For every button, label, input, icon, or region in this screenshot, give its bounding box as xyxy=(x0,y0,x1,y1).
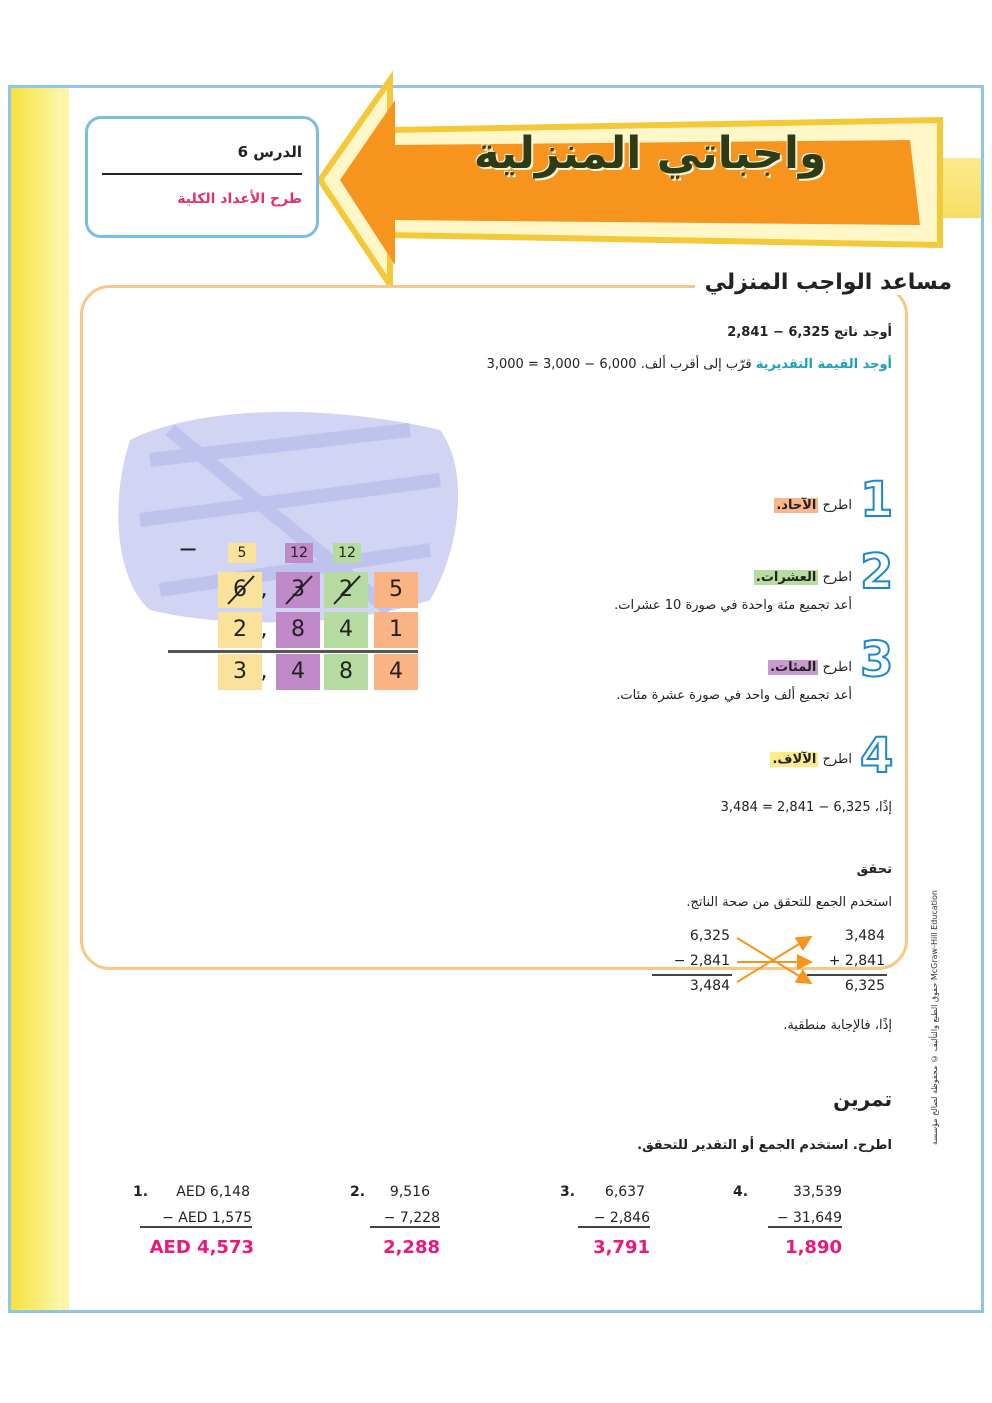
exercise-2-answer: 2,288 xyxy=(383,1237,440,1258)
title-arrow-icon xyxy=(300,70,950,300)
grid-comma-bottom: , xyxy=(260,617,268,642)
check-right-add: + 2,841 xyxy=(828,953,885,969)
result-expr: 6,325 − 2,841 = 3,484 xyxy=(720,800,871,815)
grid-result-hundreds: 4 xyxy=(276,654,320,690)
step-3-verb: اطرح xyxy=(822,660,852,675)
exercise-2-label: 2. xyxy=(350,1184,366,1200)
check-left-line xyxy=(652,974,732,976)
exercise-3-sub: − 2,846 xyxy=(578,1210,650,1228)
grid-result-thousands: 3 xyxy=(218,654,262,690)
check-left-res: 3,484 xyxy=(689,978,730,994)
step-4-verb: اطرح xyxy=(822,752,852,767)
exercise-4-top: 33,539 xyxy=(793,1184,842,1200)
exercise-2-top: 9,516 xyxy=(389,1184,430,1200)
find-diff-prefix: أوجد ناتج xyxy=(834,325,892,340)
step-4-text xyxy=(770,752,852,767)
step-2-verb: اطرح xyxy=(822,570,852,585)
find-difference xyxy=(727,325,892,340)
practice-title: تمرين xyxy=(833,1087,892,1111)
check-text: استخدم الجمع للتحقق من صحة الناتج. xyxy=(686,895,892,910)
step-1-verb: اطرح xyxy=(822,498,852,513)
check-conclusion: إذًا، فالإجابة منطقية. xyxy=(783,1018,892,1033)
left-yellow-strip-light xyxy=(61,88,69,1310)
carry-thousands: 5 xyxy=(228,543,256,563)
result-prefix: إذًا، xyxy=(874,800,892,815)
step-2-number: 2 xyxy=(860,544,894,600)
grid-bottom-ones: 1 xyxy=(374,612,418,648)
page-title: واجباتي المنزلية xyxy=(473,128,827,179)
exercise-4-label: 4. xyxy=(733,1184,749,1200)
strike-marks-icon xyxy=(218,572,418,608)
result-line xyxy=(721,800,892,815)
step-3-number: 3 xyxy=(860,632,894,688)
estimate-label: أوجد القيمة التقديرية xyxy=(755,357,892,372)
step-1-text xyxy=(774,498,852,513)
check-right-top: 3,484 xyxy=(844,928,885,944)
grid-bottom-thousands: 2 xyxy=(218,612,262,648)
grid-top-tens: 2 xyxy=(324,572,368,608)
grid-top-thousands: 6 xyxy=(218,572,262,608)
lesson-number: الدرس 6 xyxy=(237,143,302,161)
exercise-3-top: 6,637 xyxy=(604,1184,645,1200)
carry-hundreds: 12 xyxy=(285,543,313,563)
step-2-note: أعد تجميع مئة واحدة في صورة 10 عشرات. xyxy=(614,598,852,613)
left-yellow-strip xyxy=(11,88,61,1310)
step-2-term: العشرات. xyxy=(755,570,817,585)
check-right-res: 6,325 xyxy=(844,978,885,994)
grid-bottom-hundreds: 8 xyxy=(276,612,320,648)
grid-result-ones: 4 xyxy=(374,654,418,690)
exercise-1-sub: − AED 1,575 xyxy=(140,1210,252,1228)
practice-instruction: اطرح. استخدم الجمع أو التقدير للتحقق. xyxy=(637,1138,892,1153)
grid-top-hundreds: 3 xyxy=(276,572,320,608)
lesson-box xyxy=(85,116,319,238)
step-4-term: الآلاف. xyxy=(772,752,817,767)
lesson-divider xyxy=(102,173,302,175)
lesson-topic: طرح الأعداد الكلية xyxy=(177,191,302,207)
carry-tens: 12 xyxy=(333,543,361,563)
step-3-note: أعد تجميع ألف واحد في صورة عشرة مئات. xyxy=(616,688,852,703)
grid-bottom-tens: 4 xyxy=(324,612,368,648)
grid-sum-line xyxy=(168,650,418,653)
step-4-number: 4 xyxy=(860,728,894,784)
step-3-term: المئات. xyxy=(770,660,817,675)
check-right-line xyxy=(807,974,887,976)
grid-top-ones: 5 xyxy=(374,572,418,608)
step-2-text xyxy=(754,570,852,585)
grid-minus-sign: − xyxy=(178,535,199,563)
exercise-1-top: AED 6,148 xyxy=(176,1184,250,1200)
exercise-1-answer: AED 4,573 xyxy=(149,1237,254,1258)
find-diff-expr: 6,325 − 2,841 xyxy=(727,325,830,340)
exercise-2-sub: − 7,228 xyxy=(370,1210,440,1228)
exercise-3-answer: 3,791 xyxy=(593,1237,650,1258)
exercise-3-label: 3. xyxy=(560,1184,576,1200)
estimate-expr: 6,000 − 3,000 = 3,000 xyxy=(486,357,637,372)
grid-result-tens: 8 xyxy=(324,654,368,690)
exercise-4-answer: 1,890 xyxy=(785,1237,842,1258)
check-title: تحقق xyxy=(856,862,892,877)
check-arrows-icon xyxy=(735,930,815,990)
step-3-text xyxy=(768,660,852,675)
step-1-term: الآحاد. xyxy=(776,498,817,513)
helper-title: مساعد الواجب المنزلي xyxy=(695,270,962,295)
copyright-side-note: حقوق الطبع والتأليف © محفوظة لصالح مؤسسة McGraw-Hill Education xyxy=(930,890,939,1145)
check-left-sub: − 2,841 xyxy=(673,953,730,969)
step-1-number: 1 xyxy=(860,472,894,528)
check-left-top: 6,325 xyxy=(689,928,730,944)
grid-comma-result: , xyxy=(260,659,268,684)
exercise-1-label: 1. xyxy=(133,1184,149,1200)
estimate-text: قرّب إلى أقرب ألف. xyxy=(640,357,752,372)
grid-comma-top: , xyxy=(260,577,268,602)
exercise-4-sub: − 31,649 xyxy=(768,1210,842,1228)
estimate-line xyxy=(487,357,892,372)
